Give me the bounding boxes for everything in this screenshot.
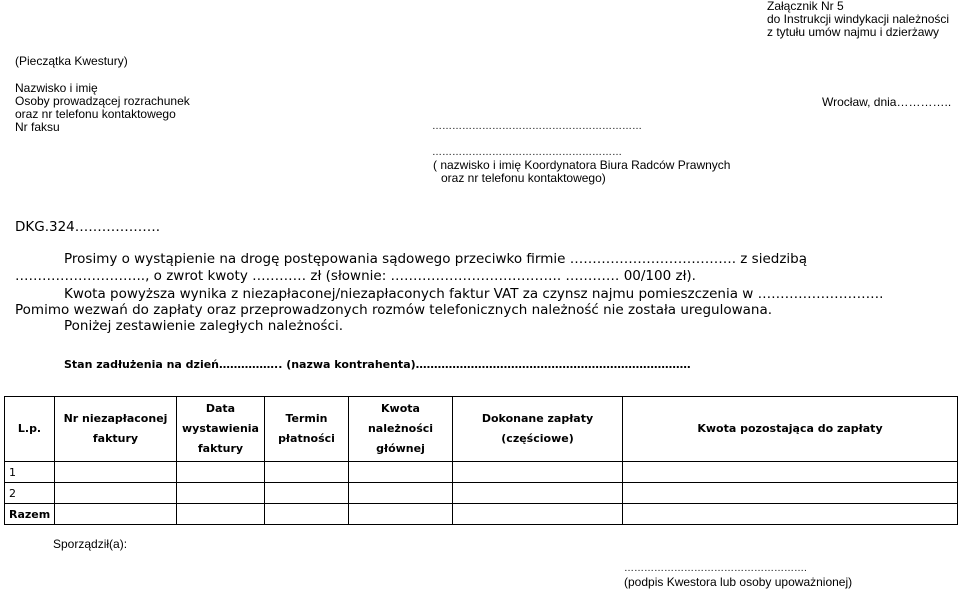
total-label: Razem [5, 504, 55, 525]
table-cell [55, 462, 177, 483]
prepared-by: Sporządził(a): [53, 537, 128, 551]
table-total-row [5, 504, 958, 525]
annex-header [767, 0, 949, 39]
body-line: Poniżej zestawienie zaległych należności. [64, 318, 344, 334]
table-cell [623, 462, 958, 483]
coordinator-dots: ………………………………………………… [432, 147, 622, 158]
debt-table [4, 396, 958, 525]
table-cell [349, 504, 453, 525]
body-line: Kwota powyższa wynika z niezapłaconej/niezapłaconych faktur VAT za czynsz najmu pomieszczenia w ………………………. [64, 286, 884, 302]
table-cell [623, 483, 958, 504]
table-cell [55, 483, 177, 504]
header-lp: L.p. [5, 397, 55, 462]
annex-line: Załącznik Nr 5 [767, 0, 844, 13]
table-cell [623, 504, 958, 525]
table-cell [349, 462, 453, 483]
table-cell [453, 483, 623, 504]
body-line: Pomimo wezwań do zapłaty oraz przeprowadzonych rozmów telefonicznych należność nie została uregulowana. [15, 302, 773, 318]
body-line: ……………………….., o zwrot kwoty ………… zł (słownie: ……………………………….. ………… 00/100 zł). [15, 268, 696, 284]
table-header-row [5, 397, 958, 462]
table-cell [177, 504, 265, 525]
statement-line: Stan zadłużenia na dzień…………….. (nazwa kontrahenta)………………………………………………………………… [64, 358, 691, 371]
annex-line: do Instrukcji windykacji należności [767, 12, 950, 26]
contact-line: Osoby prowadzącej rozrachunek [15, 94, 190, 108]
fax-dots: ……………………………………………………… [432, 121, 642, 132]
coordinator-line: oraz nr telefonu kontaktowego) [441, 171, 606, 185]
table-cell [265, 462, 349, 483]
stamp-label: (Pieczątka Kwestury) [15, 54, 128, 68]
table-cell [55, 504, 177, 525]
header-remaining-amount: Kwota pozostająca do zapłaty [623, 397, 958, 462]
contact-line: Nazwisko i imię [15, 81, 98, 95]
table-cell [453, 462, 623, 483]
header-partial-payments: Dokonane zapłaty (częściowe) [453, 397, 623, 462]
signature-caption: (podpis Kwestora lub osoby upoważnionej) [624, 575, 853, 589]
table-cell [349, 483, 453, 504]
table-cell: 1 [5, 462, 55, 483]
table-row [5, 462, 958, 483]
table-row [5, 483, 958, 504]
header-invoice-number: Nr niezapłaconej faktury [55, 397, 177, 462]
header-payment-term: Termin płatności [265, 397, 349, 462]
header-principal-amount: Kwota należności głównej [349, 397, 453, 462]
contact-line: oraz nr telefonu kontaktowego [15, 107, 176, 121]
annex-line: z tytułu umów najmu i dzierżawy [767, 25, 940, 39]
table-cell [265, 483, 349, 504]
table-cell [177, 462, 265, 483]
coordinator-caption [433, 159, 730, 185]
table-cell [453, 504, 623, 525]
signature-dots: ………………………………………………. [624, 563, 807, 574]
table-cell [177, 483, 265, 504]
reference-number: DKG.324………………. [15, 219, 161, 235]
table-cell [265, 504, 349, 525]
contact-block [15, 82, 190, 134]
coordinator-line: ( nazwisko i imię Koordynatora Biura Radców Prawnych [433, 158, 731, 172]
table-cell: 2 [5, 483, 55, 504]
header-issue-date: Data wystawienia faktury [177, 397, 265, 462]
place-date: Wrocław, dnia………….. [822, 95, 952, 109]
contact-line: Nr faksu [15, 120, 60, 134]
body-line: Prosimy o wystąpienie na drogę postępowania sądowego przeciwko firmie ………………………………. z siedzibą [64, 251, 808, 267]
